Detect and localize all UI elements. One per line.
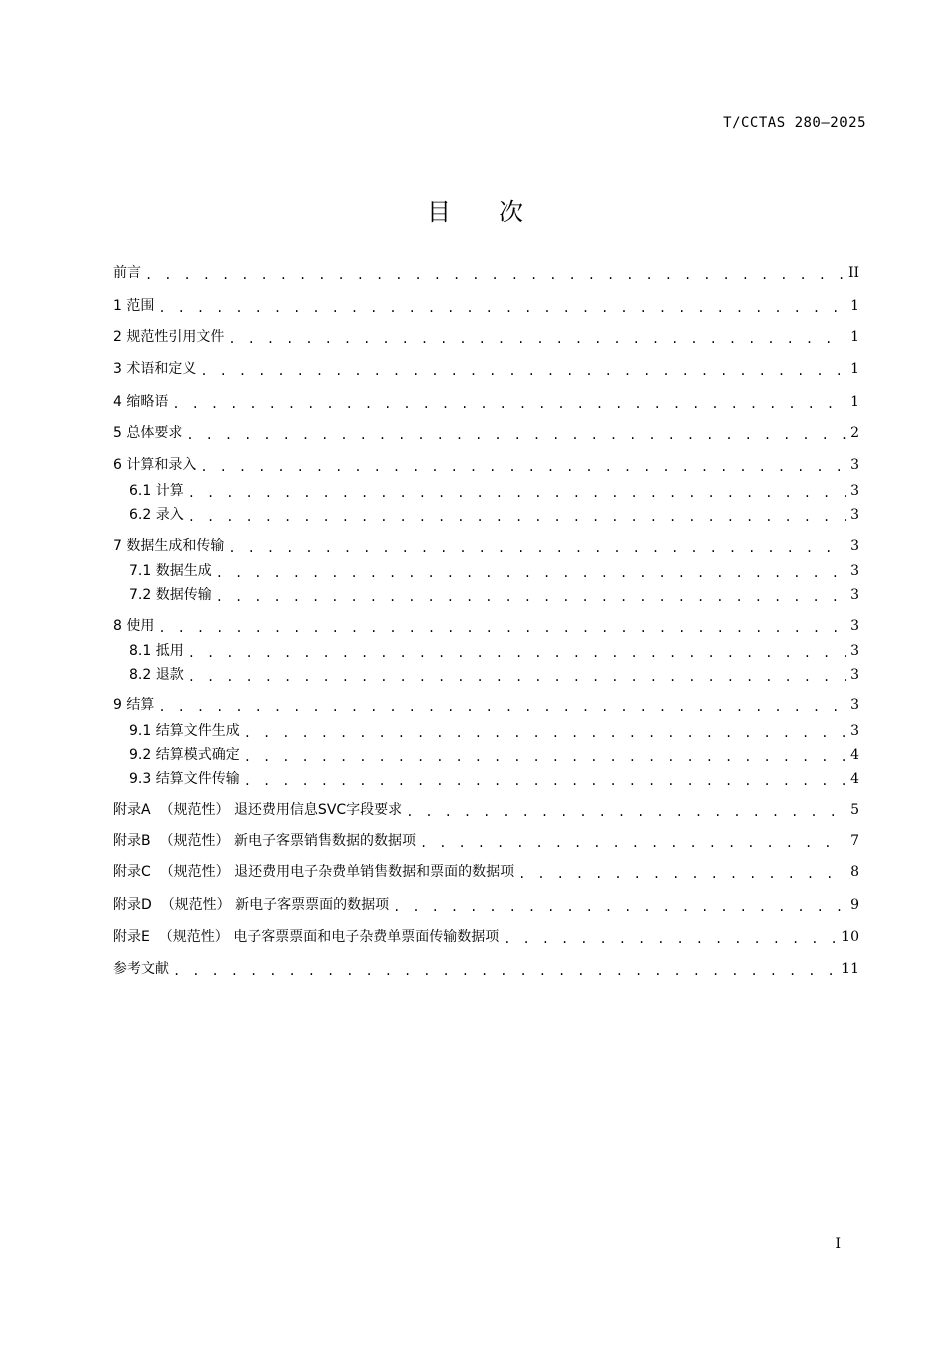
toc-leader-dots [200,362,846,380]
toc-entry-page: 9 [850,897,859,913]
toc-entry-page: 3 [850,618,859,634]
toc-entry-label: 计算 [155,483,184,499]
toc-leader-dots [158,619,846,637]
toc-leader-dots [216,588,846,606]
toc-entry-9-2[interactable] [129,744,859,766]
toc-entry-page: 4 [850,771,859,787]
standard-number: T/CCTAS 280—2025 [723,115,866,131]
toc-entry-number: 7.2 [129,587,152,603]
toc-entry-page: 1 [850,298,859,314]
toc-appendix-number: 附录A [113,802,151,818]
toc-entry-page: 3 [850,697,859,713]
toc-entry-page: 8 [850,864,859,880]
toc-entry-page: 3 [850,667,859,683]
toc-entry-label: 计算和录入 [126,457,197,473]
toc-entry-number: 6.2 [129,507,152,523]
toc-entry-2[interactable] [113,326,859,348]
toc-entry-page: 1 [850,361,859,377]
toc-entry-number: 8.2 [129,667,152,683]
toc-leader-dots [393,898,846,916]
toc-entry-page: 10 [841,929,859,945]
toc-leader-dots [188,644,846,662]
toc-entry-page: 1 [850,329,859,345]
toc-appendix-type: （规范性） [159,833,230,849]
toc-entry-1[interactable] [113,295,859,317]
toc-entry-number: 9.2 [129,747,152,763]
toc-entry-page: 3 [850,507,859,523]
toc-entry-label: 范围 [126,298,155,314]
toc-entry-label: 数据生成和传输 [126,538,225,554]
toc-entry-number: 7.1 [129,563,152,579]
toc-entry-page: 3 [850,563,859,579]
toc-entry-label: 参考文献 [113,961,169,977]
toc-entry-label: 数据生成 [155,563,212,579]
toc-entry-6-2[interactable] [129,504,859,526]
toc-entry-page: 3 [850,587,859,603]
toc-leader-dots [518,865,846,883]
toc-entry-5[interactable] [113,422,859,444]
toc-entry-label: 结算文件生成 [155,723,240,739]
toc-appendix-type: （规范性） [160,897,231,913]
toc-leader-dots [420,834,846,852]
toc-entry-appendix-c[interactable] [113,861,859,883]
toc-entry-page: 2 [850,425,859,441]
toc-leader-dots [172,395,846,413]
toc-entry-4[interactable] [113,391,859,413]
toc-entry-number: 9.3 [129,771,152,787]
toc-entry-number: 5 [113,425,122,441]
toc-entry-number: 9 [113,697,122,713]
toc-entry-8-1[interactable] [129,640,859,662]
toc-entry-appendix-d[interactable] [113,894,859,916]
toc-entry-8-2[interactable] [129,664,859,686]
toc-entry-label: 缩略语 [126,394,169,410]
toc-entry-number: 2 [113,329,122,345]
toc-leader-dots [228,330,846,348]
toc-entry-7[interactable] [113,535,859,557]
toc-leader-dots [503,930,837,948]
toc-leader-dots [244,724,846,742]
toc-entry-label: 新电子客票销售数据的数据项 [233,833,416,849]
toc-appendix-number: 附录D [113,897,152,913]
footer-page-number: I [835,1236,841,1252]
toc-leader-dots [158,698,846,716]
toc-entry-appendix-e[interactable] [113,926,859,948]
toc-entry-label: 数据传输 [155,587,212,603]
toc-leader-dots [186,426,846,444]
toc-entry-appendix-a[interactable] [113,799,859,821]
toc-entry-label: 前言 [113,265,141,281]
toc-entry-9-1[interactable] [129,720,859,742]
toc-entry-number: 8.1 [129,643,152,659]
toc-entry-number: 3 [113,361,122,377]
toc-entry-number: 1 [113,298,122,314]
toc-entry-appendix-b[interactable] [113,830,859,852]
toc-entry-label: 总体要求 [126,425,183,441]
toc-entry-6-1[interactable] [129,480,859,502]
toc-entry-page: 11 [841,961,859,977]
toc-entry-page: 3 [850,723,859,739]
toc-entry-label: 退还费用电子杂费单销售数据和票面的数据项 [234,864,515,880]
toc-entry-number: 7 [113,538,122,554]
toc-leader-dots [200,458,846,476]
toc-leader-dots [188,668,846,686]
toc-appendix-type: （规范性） [159,864,230,880]
toc-leader-dots [173,962,837,980]
toc-entry-6[interactable] [113,454,859,476]
toc-leader-dots [145,266,844,284]
toc-leader-dots [158,299,846,317]
toc-entry-number: 6 [113,457,122,473]
toc-leader-dots [216,564,846,582]
toc-entry-label: 结算 [126,697,155,713]
toc-entry-label: 结算文件传输 [155,771,240,787]
toc-leader-dots [406,803,846,821]
toc-entry-page: 3 [850,457,859,473]
toc-entry-foreword[interactable] [113,262,859,284]
toc-entry-page: 3 [850,538,859,554]
toc-entry-page: 1 [850,394,859,410]
toc-appendix-type: （规范性） [158,929,229,945]
toc-entry-label: 退还费用信息SVC字段要求 [233,802,403,818]
toc-entry-9[interactable] [113,694,859,716]
toc-entry-page: 3 [850,643,859,659]
toc-entry-label: 规范性引用文件 [126,329,225,345]
toc-entry-page: II [847,265,859,281]
toc-entry-page: 3 [850,483,859,499]
toc-entry-9-3[interactable] [129,768,859,790]
toc-entry-label: 使用 [126,618,155,634]
toc-entry-8[interactable] [113,615,859,637]
toc-appendix-number: 附录E [113,929,150,945]
toc-entry-label: 退款 [155,667,184,683]
toc-leader-dots [244,748,846,766]
toc-entry-label: 抵用 [155,643,184,659]
toc-entry-page: 5 [850,802,859,818]
toc-entry-page: 4 [850,747,859,763]
toc-leader-dots [228,539,846,557]
toc-entry-7-1[interactable] [129,560,859,582]
toc-entry-number: 6.1 [129,483,152,499]
toc-entry-label: 录入 [155,507,184,523]
toc-appendix-number: 附录C [113,864,151,880]
toc-entry-3[interactable] [113,358,859,380]
toc-entry-label: 术语和定义 [126,361,197,377]
toc-entry-7-2[interactable] [129,584,859,606]
toc-leader-dots [244,772,846,790]
toc-entry-label: 新电子客票票面的数据项 [235,897,390,913]
toc-leader-dots [188,484,846,502]
toc-title: 目次 [427,198,571,226]
toc-entry-label: 结算模式确定 [155,747,240,763]
toc-entry-page: 7 [850,833,859,849]
toc-leader-dots [188,508,846,526]
toc-entry-label: 电子客票票面和电子杂费单票面传输数据项 [233,929,500,945]
toc-entry-number: 8 [113,618,122,634]
toc-appendix-type: （规范性） [159,802,230,818]
toc-entry-bibliography[interactable] [113,958,859,980]
toc-entry-number: 9.1 [129,723,152,739]
toc-entry-number: 4 [113,394,122,410]
toc-appendix-number: 附录B [113,833,151,849]
